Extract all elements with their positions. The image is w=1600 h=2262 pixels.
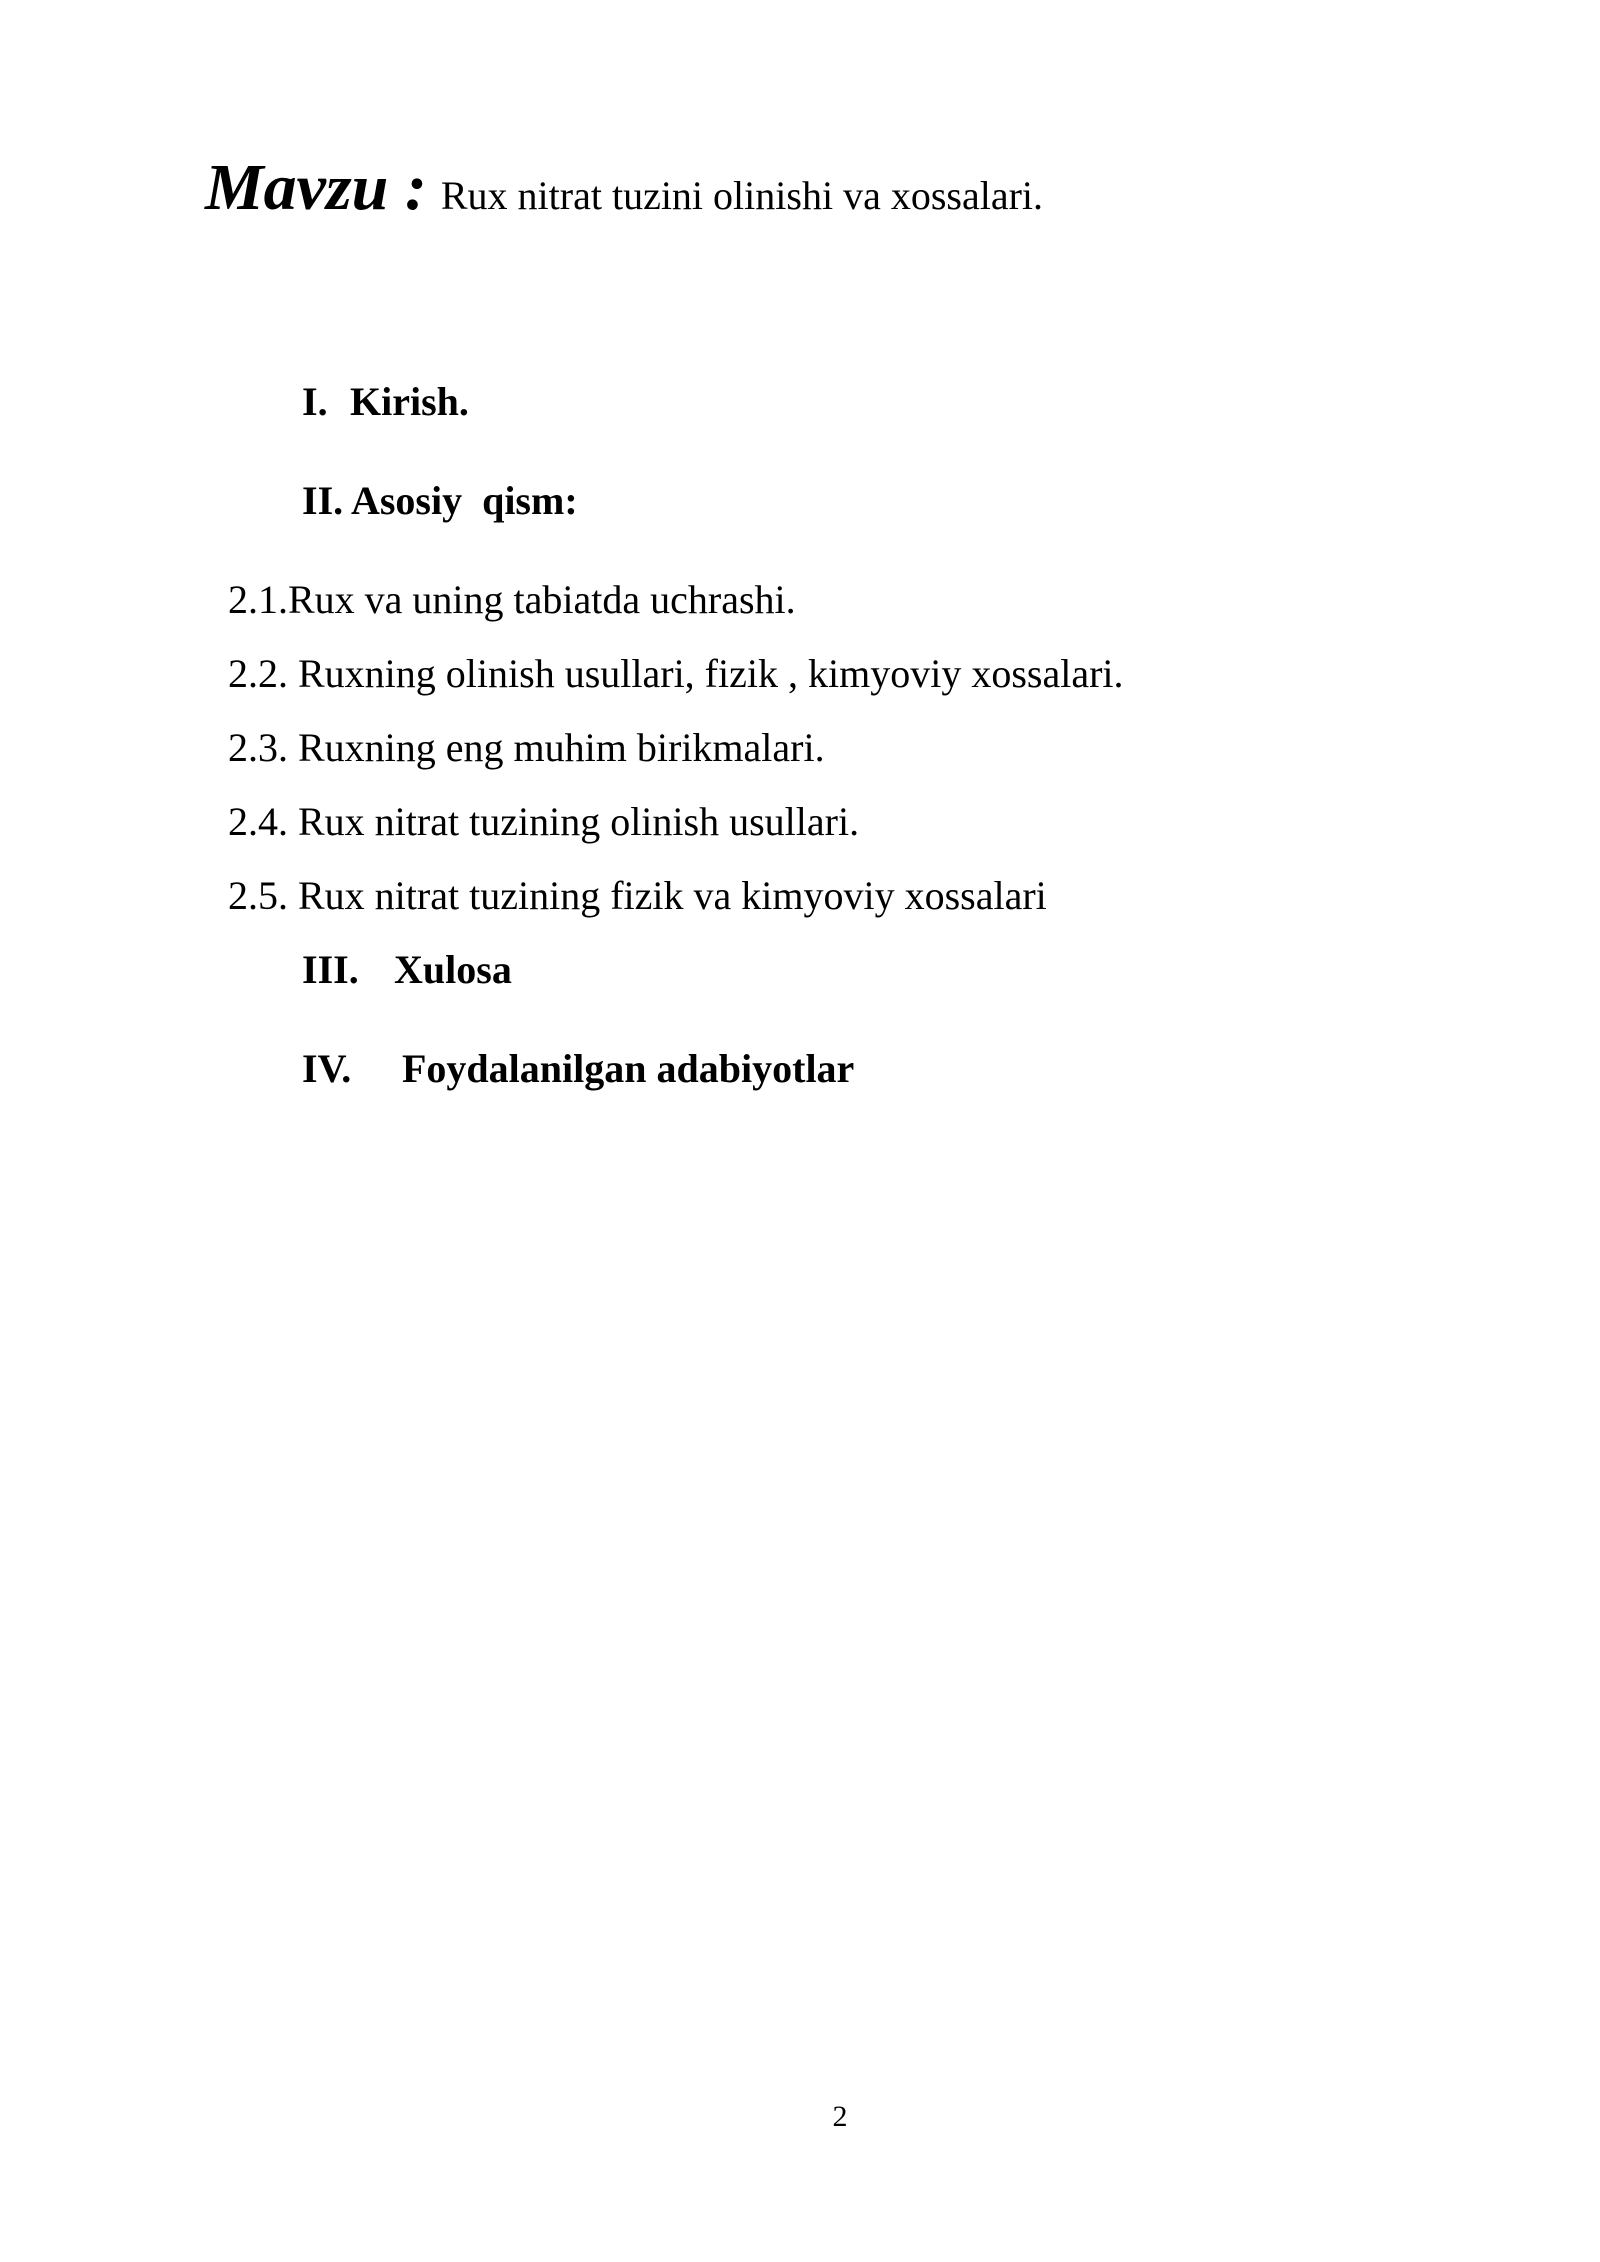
topic-heading: [205, 150, 1043, 226]
toc-label: Asosiy qism:: [350, 478, 578, 523]
toc-number: II.: [302, 478, 344, 523]
toc-subitem-2-4: 2.4. Rux nitrat tuzining olinish usullari.: [228, 799, 860, 844]
toc-item-references: [302, 1045, 854, 1092]
toc-subitem-2-5: 2.5. Rux nitrat tuzining fizik va kimyoviy xossalari: [228, 873, 1047, 918]
toc-label: Foydalanilgan adabiyotlar: [402, 1046, 855, 1091]
toc-number: IV.: [302, 1046, 352, 1091]
topic-text: Rux nitrat tuzini olinishi va xossalari.: [440, 173, 1044, 218]
toc-subitem-2-3: 2.3. Ruxning eng muhim birikmalari.: [228, 725, 825, 770]
toc-subitem-2-1: 2.1.Rux va uning tabiatda uchrashi.: [228, 577, 796, 622]
toc-label: Xulosa: [394, 947, 512, 992]
toc-subitem-2-2: 2.2. Ruxning olinish usullari, fizik , kimyoviy xossalari.: [228, 651, 1124, 696]
toc-number: III.: [302, 947, 359, 992]
toc-number: I.: [302, 379, 328, 424]
toc-item-intro: [302, 378, 469, 425]
toc-item-conclusion: [302, 946, 512, 993]
toc-item-main: [302, 477, 578, 524]
topic-label: Mavzu :: [205, 151, 427, 224]
page-number: 2: [832, 2100, 848, 2133]
toc-label: Kirish.: [350, 379, 469, 424]
